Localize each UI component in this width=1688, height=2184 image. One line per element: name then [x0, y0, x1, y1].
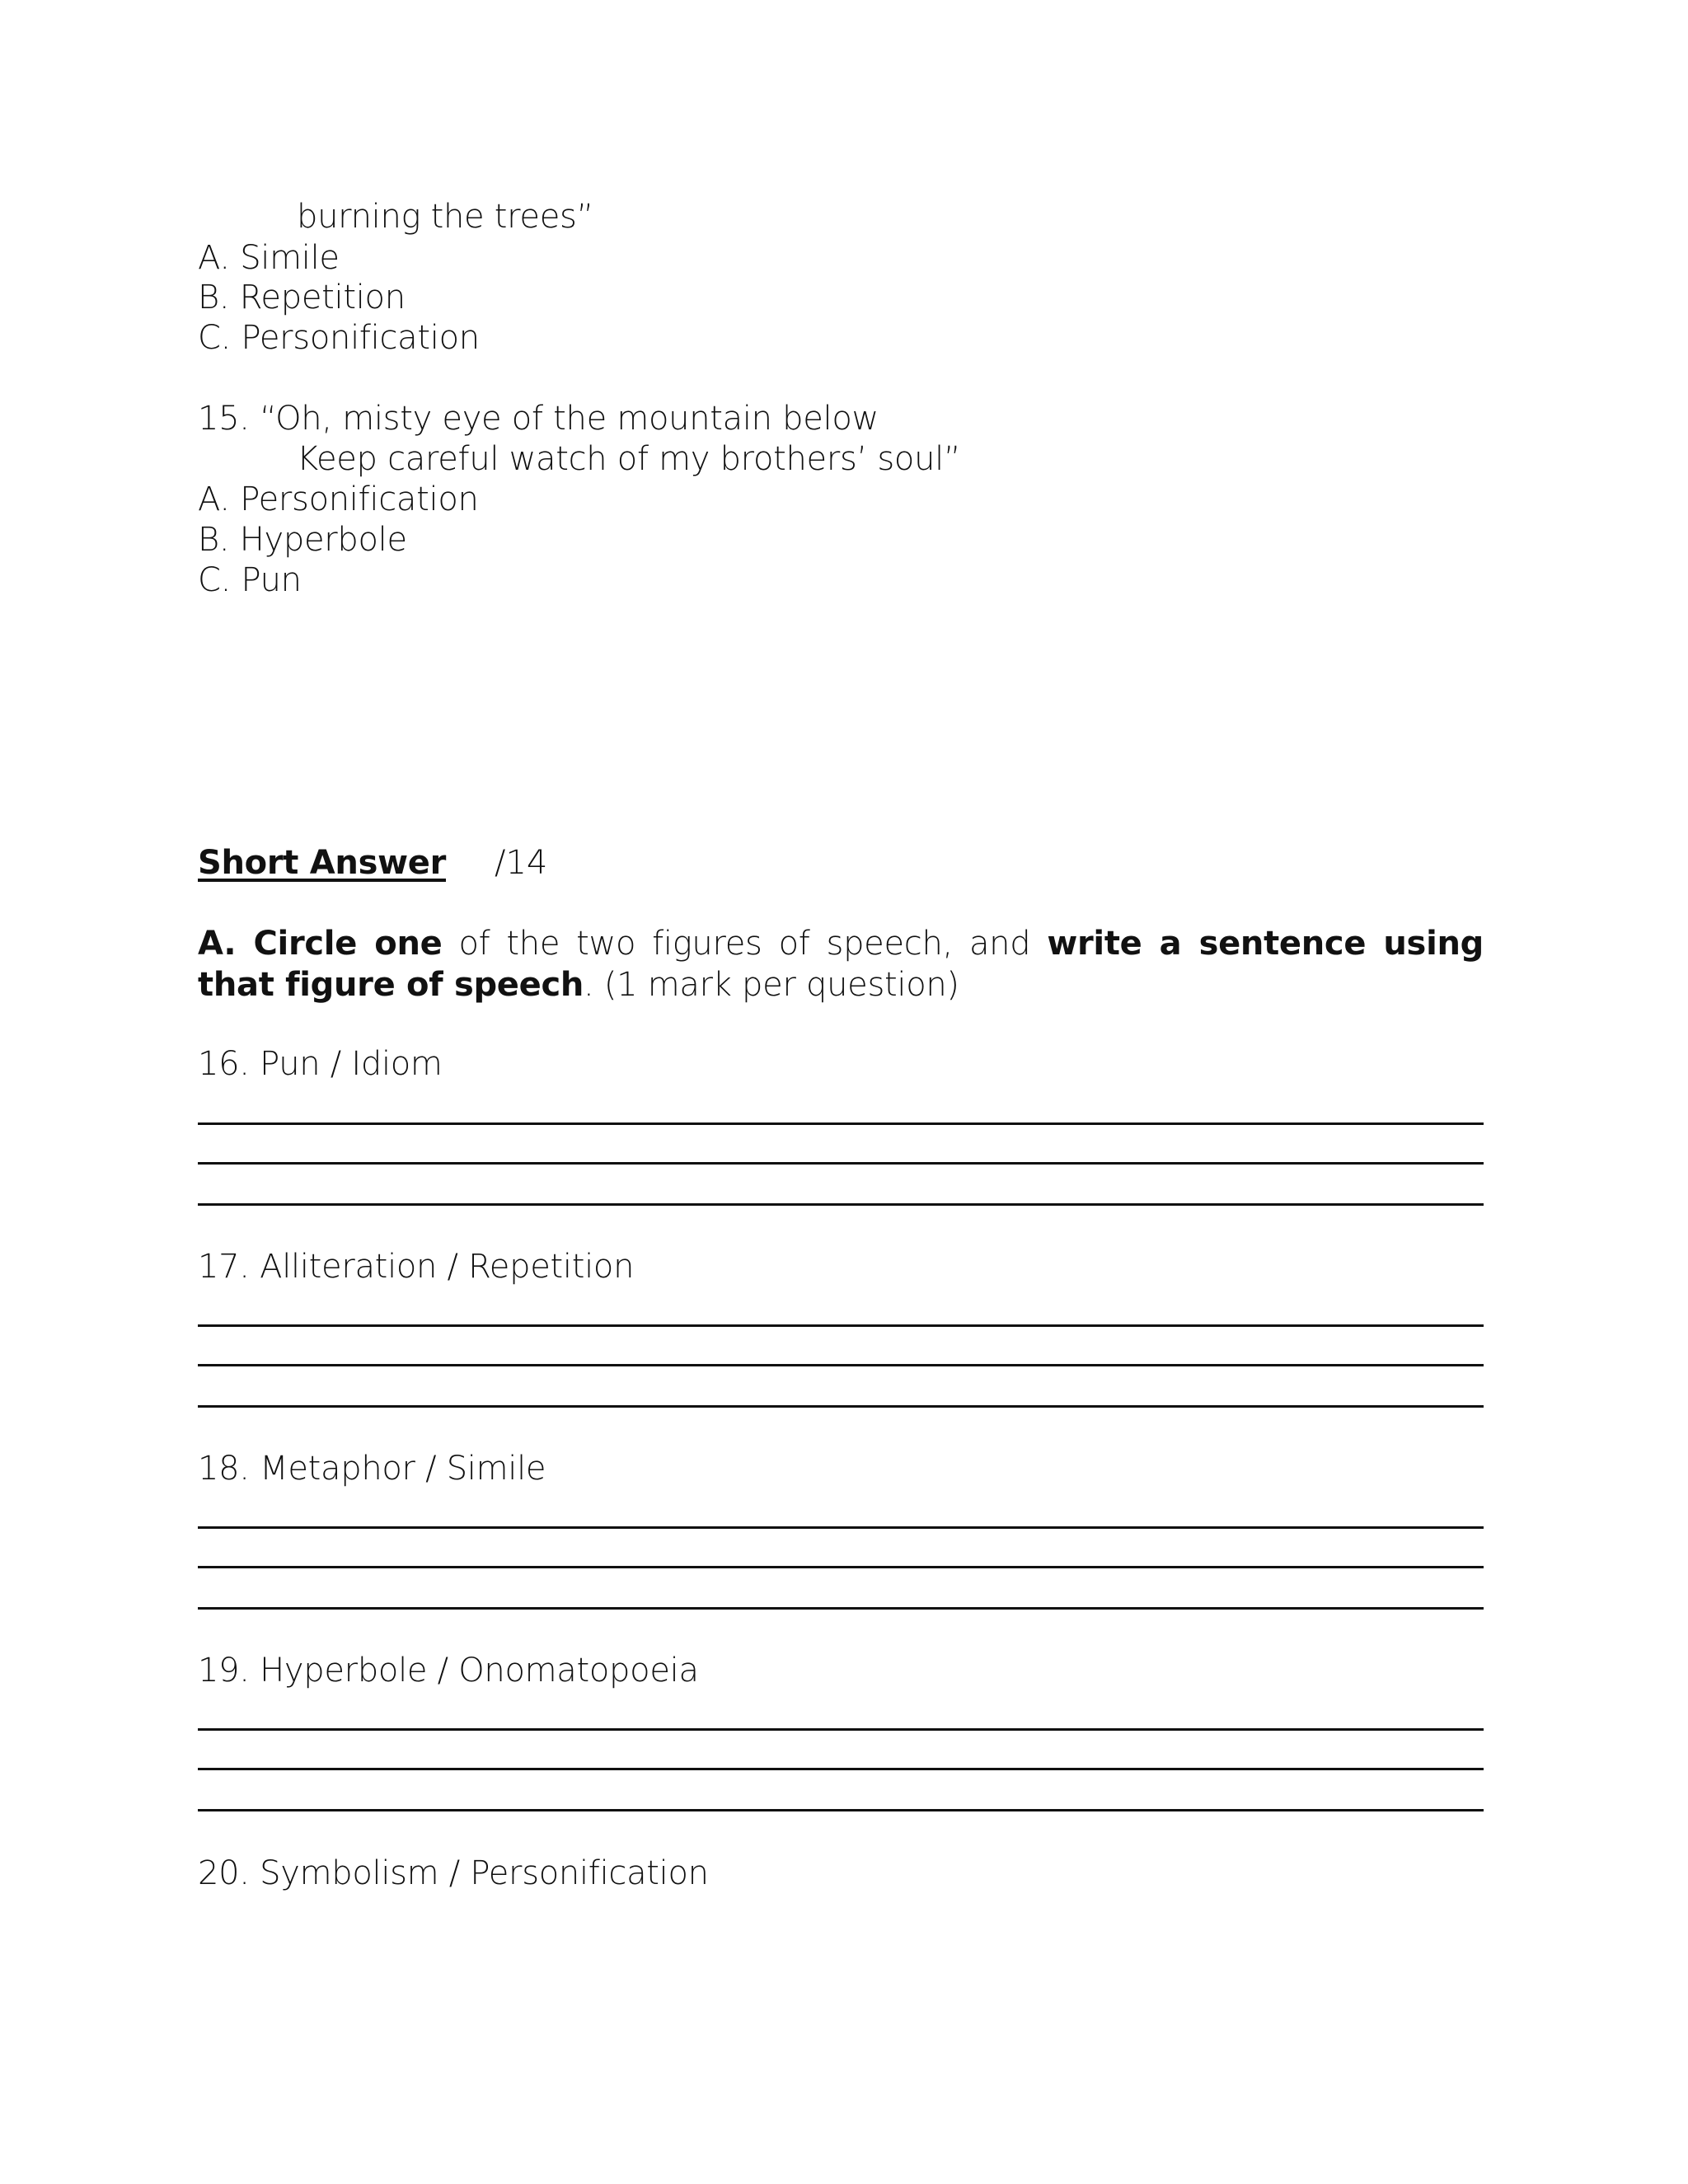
section-title: Short Answer — [198, 844, 446, 882]
answer-line[interactable] — [198, 1768, 1484, 1770]
answer-line[interactable] — [198, 1566, 1484, 1568]
answer-line[interactable] — [198, 1162, 1484, 1165]
q15-line2: Keep careful watch of my brothers’ soul” — [297, 440, 961, 478]
answer-line[interactable] — [198, 1607, 1484, 1610]
question-17: 17. Alliteration / Repetition — [198, 1248, 635, 1286]
q14-option-a: A. Simile — [198, 239, 340, 277]
answer-line[interactable] — [198, 1203, 1484, 1206]
q15-option-a: A. Personification — [198, 480, 479, 518]
question-20: 20. Symbolism / Personification — [198, 1854, 709, 1892]
answer-line[interactable] — [198, 1122, 1484, 1125]
question-19: 19. Hyperbole / Onomatopoeia — [198, 1652, 699, 1690]
instr-text-2: . (1 mark per question) — [584, 966, 959, 1004]
instr-circle-one: A. Circle one — [198, 925, 443, 963]
answer-line[interactable] — [198, 1364, 1484, 1366]
q15-option-b: B. Hyperbole — [198, 521, 407, 559]
instr-write-sentence: write a sentence using that figure of speech — [198, 925, 1484, 1004]
q14-continuation: burning the trees” — [297, 198, 594, 236]
question-18: 18. Metaphor / Simile — [198, 1450, 546, 1488]
q15-option-c: C. Pun — [198, 561, 302, 599]
section-score: /14 — [495, 844, 548, 882]
question-16: 16. Pun / Idiom — [198, 1045, 443, 1083]
answer-line[interactable] — [198, 1526, 1484, 1529]
answer-line[interactable] — [198, 1324, 1484, 1327]
q14-option-c: C. Personification — [198, 319, 480, 357]
answer-line[interactable] — [198, 1405, 1484, 1408]
answer-line[interactable] — [198, 1809, 1484, 1811]
answer-line[interactable] — [198, 1728, 1484, 1731]
instructions — [198, 923, 1484, 1005]
q14-option-b: B. Repetition — [198, 279, 406, 316]
q15-line1: 15. “Oh, misty eye of the mountain below — [198, 400, 879, 438]
instr-text-1: of the two figures of speech, and — [442, 925, 1048, 963]
